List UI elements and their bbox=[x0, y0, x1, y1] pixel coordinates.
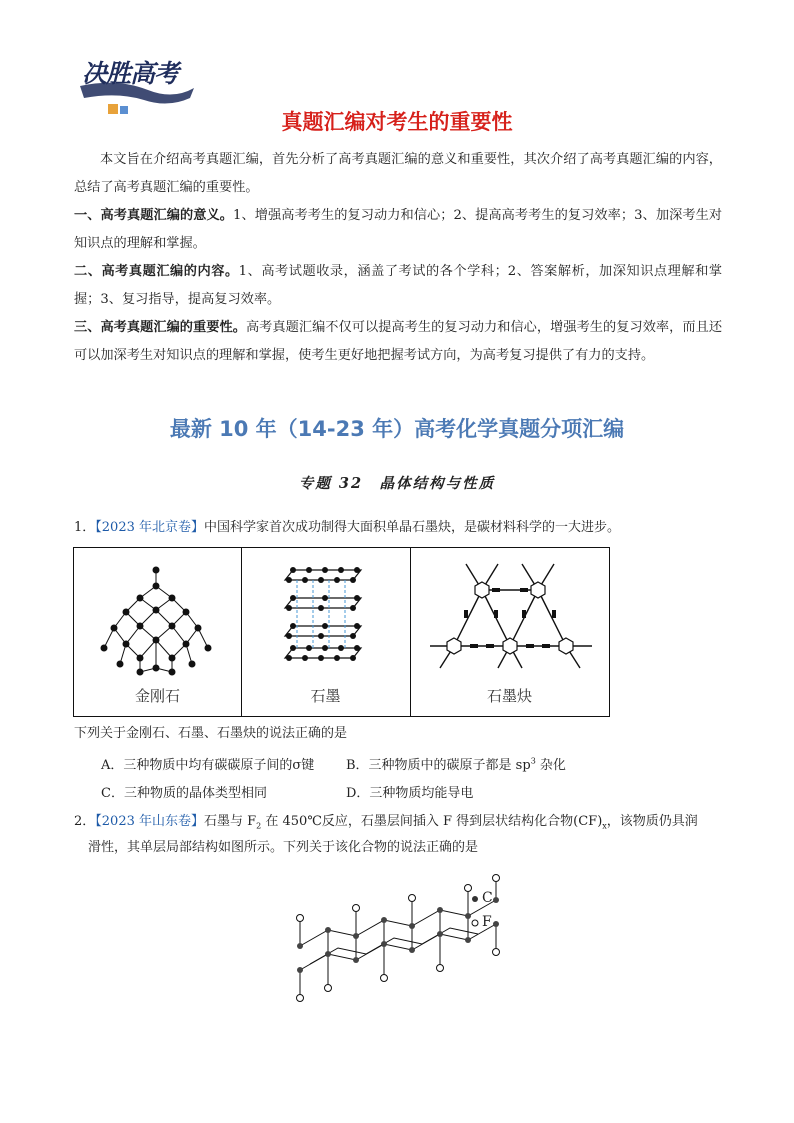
q1-option-b bbox=[346, 754, 566, 773]
section-1-body: 1、增强高考考生的复习动力和信心；2、提高高考考生的复习效率；3、加深考生对知识点的理解和掌握。 bbox=[74, 208, 723, 251]
legend-f-dot-icon bbox=[472, 920, 478, 926]
q1-text: 中国科学家首次成功制得大面积单晶石墨炔，是碳材料科学的一大进步。 bbox=[204, 520, 621, 535]
section-3-body: 高考真题汇编不仅可以提高考生的复习动力和信心，增强考生的复习效率，而且还可以加深考生对知识点的理解和掌握，使考生更好地把握考试方向，为高考复习提供了有力的支持。 bbox=[74, 320, 723, 363]
q1-option-d: D．三种物质均能导电 bbox=[346, 786, 474, 801]
q1-option-b-sup: 3 bbox=[530, 756, 536, 766]
section-3 bbox=[74, 314, 722, 370]
q1-option-b-tail: 杂化 bbox=[535, 758, 566, 773]
q1-number: 1． bbox=[74, 520, 96, 535]
intro-paragraph: 本文旨在介绍高考真题汇编，首先分析了高考真题汇编的意义和重要性，其次介绍了高考真题汇编的内容，总结了高考真题汇编的重要性。 bbox=[74, 152, 722, 195]
structure-figure-table bbox=[73, 547, 610, 717]
q2-line-2: 滑性，其单层局部结构如图所示。下列关于该化合物的说法正确的是 bbox=[88, 840, 479, 855]
graphyne-cell bbox=[410, 548, 609, 716]
q1-stem: 下列关于金刚石、石墨、石墨炔的说法正确的是 bbox=[74, 726, 348, 741]
graphite-cell bbox=[241, 548, 411, 716]
q2-sub-2: 2 bbox=[256, 821, 262, 831]
section-3-head: 三、高考真题汇编的重要性。 bbox=[74, 320, 246, 335]
q1-option-a: A．三种物质中均有碳碳原子间的σ键 bbox=[101, 758, 315, 773]
q2-source: 【2023 年山东卷】 bbox=[95, 814, 204, 829]
logo-text: 决胜高考 bbox=[82, 59, 179, 88]
q1-option-c: C．三种物质的晶体类型相同 bbox=[101, 786, 267, 801]
section-1 bbox=[74, 202, 722, 258]
cf-structure-figure bbox=[280, 868, 540, 1018]
topic-title: 专题 32 晶体结构与性质 bbox=[298, 475, 496, 492]
legend-c-label: C bbox=[482, 890, 493, 906]
q2-text-c: ，该物质仍具润 bbox=[606, 814, 698, 829]
section-2-body: 1、高考试题收录，涵盖了考试的各个学科；2、答案解析，加深知识点理解和掌握；3、复习指导，提高复习效率。 bbox=[74, 264, 723, 307]
legend-f-label: F bbox=[482, 914, 492, 930]
section-2 bbox=[74, 258, 722, 314]
diamond-cell bbox=[74, 548, 242, 716]
q1-source: 【2023 年北京卷】 bbox=[95, 520, 204, 535]
question-1 bbox=[74, 514, 724, 541]
q2-text-a: 石墨与 F bbox=[204, 814, 257, 829]
caption-graphyne: 石墨炔 bbox=[486, 687, 532, 705]
q2-text-b: 在 450℃反应，石墨层间插入 F 得到层状结构化合物(CF) bbox=[261, 814, 603, 829]
section-2-head: 二、高考真题汇编的内容。 bbox=[74, 264, 239, 279]
cf-layer-structure-icon bbox=[280, 868, 540, 1018]
legend-c-dot-icon bbox=[472, 896, 478, 902]
caption-graphite: 石墨 bbox=[310, 687, 341, 705]
q2-number: 2． bbox=[74, 814, 96, 829]
caption-diamond: 金刚石 bbox=[134, 687, 180, 705]
page-title: 真题汇编对考生的重要性 bbox=[281, 110, 513, 134]
q2-sub-x: x bbox=[602, 821, 607, 831]
q1-option-b-text: B．三种物质中的碳原子都是 sp bbox=[346, 758, 531, 773]
collection-heading: 最新 10 年（14-23 年）高考化学真题分项汇编 bbox=[169, 417, 625, 441]
section-1-head: 一、高考真题汇编的意义。 bbox=[74, 208, 234, 223]
